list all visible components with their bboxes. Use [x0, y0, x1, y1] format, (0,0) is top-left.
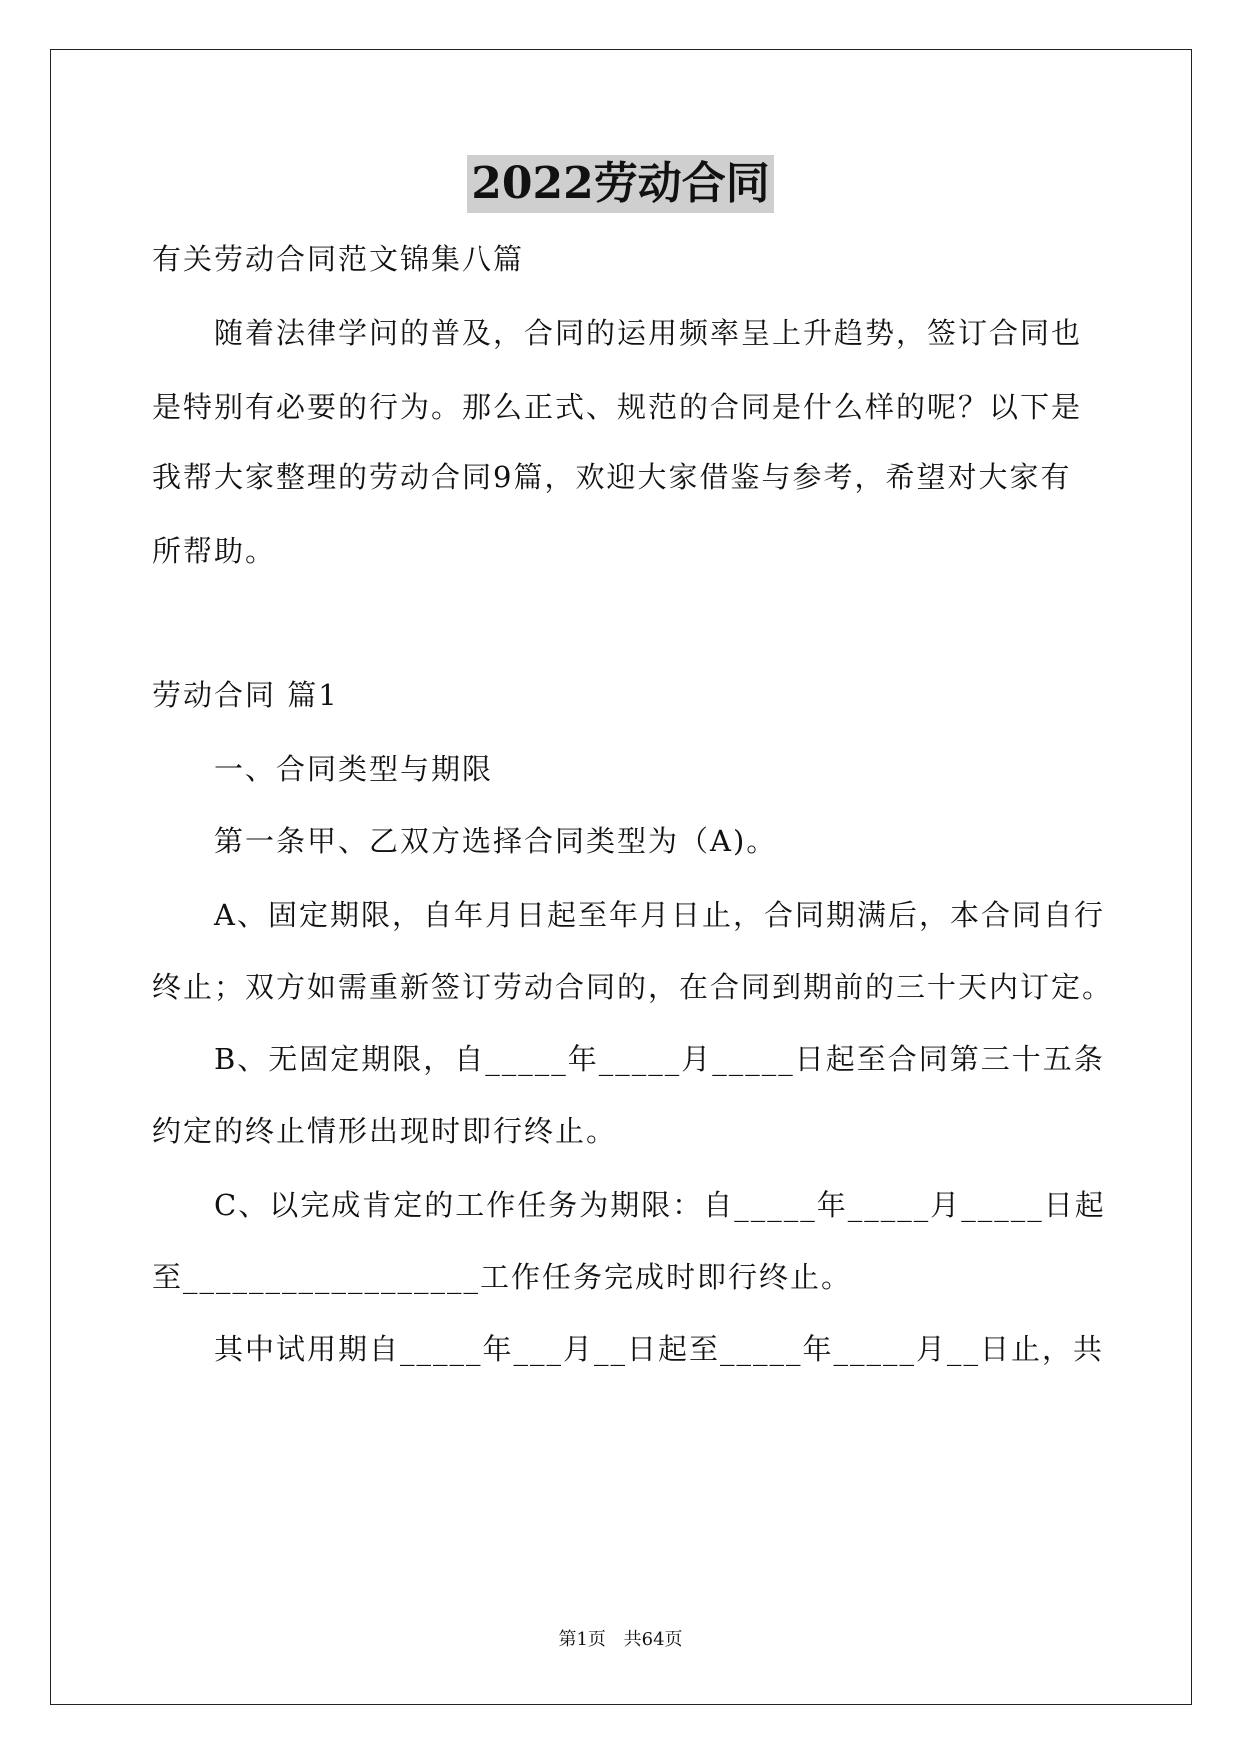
clause-heading: 一、合同类型与期限: [214, 752, 494, 786]
body-line-3: 终止；双方如需重新签订劳动合同的，在合同到期前的三十天内订定。: [152, 970, 1114, 1004]
intro-line-4: 所帮助。: [152, 534, 277, 568]
page-border: [50, 49, 1192, 1705]
document-title: 2022劳动合同: [467, 155, 773, 213]
body-line-5: 约定的终止情形出现时即行终止。: [152, 1114, 618, 1148]
body-line-6: C、以完成肯定的工作任务为期限：自_____年_____月_____日起: [214, 1188, 1106, 1222]
body-line-8: 其中试用期自_____年___月__日起至_____年_____月__日止，共: [214, 1332, 1105, 1366]
title-wrap: [0, 155, 1241, 213]
body-line-1: 第一条甲、乙双方选择合同类型为（A)。: [214, 824, 778, 858]
page-total: 共64页: [623, 1629, 683, 1650]
body-line-4: B、无固定期限，自_____年_____月_____日起至合同第三十五条: [214, 1042, 1105, 1076]
document-subtitle: 有关劳动合同范文锦集八篇: [152, 242, 525, 276]
page-footer: [0, 1628, 1241, 1652]
intro-line-2: 是特别有必要的行为。那么正式、规范的合同是什么样的呢？以下是: [152, 390, 1083, 424]
intro-line-1: 随着法律学问的普及，合同的运用频率呈上升趋势，签订合同也: [214, 316, 1083, 350]
body-line-2: A、固定期限，自年月日起至年月日止，合同期满后，本合同自行: [214, 898, 1105, 932]
page-number: 第1页: [558, 1629, 606, 1650]
section-heading: 劳动合同 篇1: [152, 678, 339, 712]
intro-line-3: 我帮大家整理的劳动合同9篇，欢迎大家借鉴与参考，希望对大家有: [152, 460, 1072, 494]
body-line-7: 至__________________工作任务完成时即行终止。: [152, 1260, 853, 1294]
